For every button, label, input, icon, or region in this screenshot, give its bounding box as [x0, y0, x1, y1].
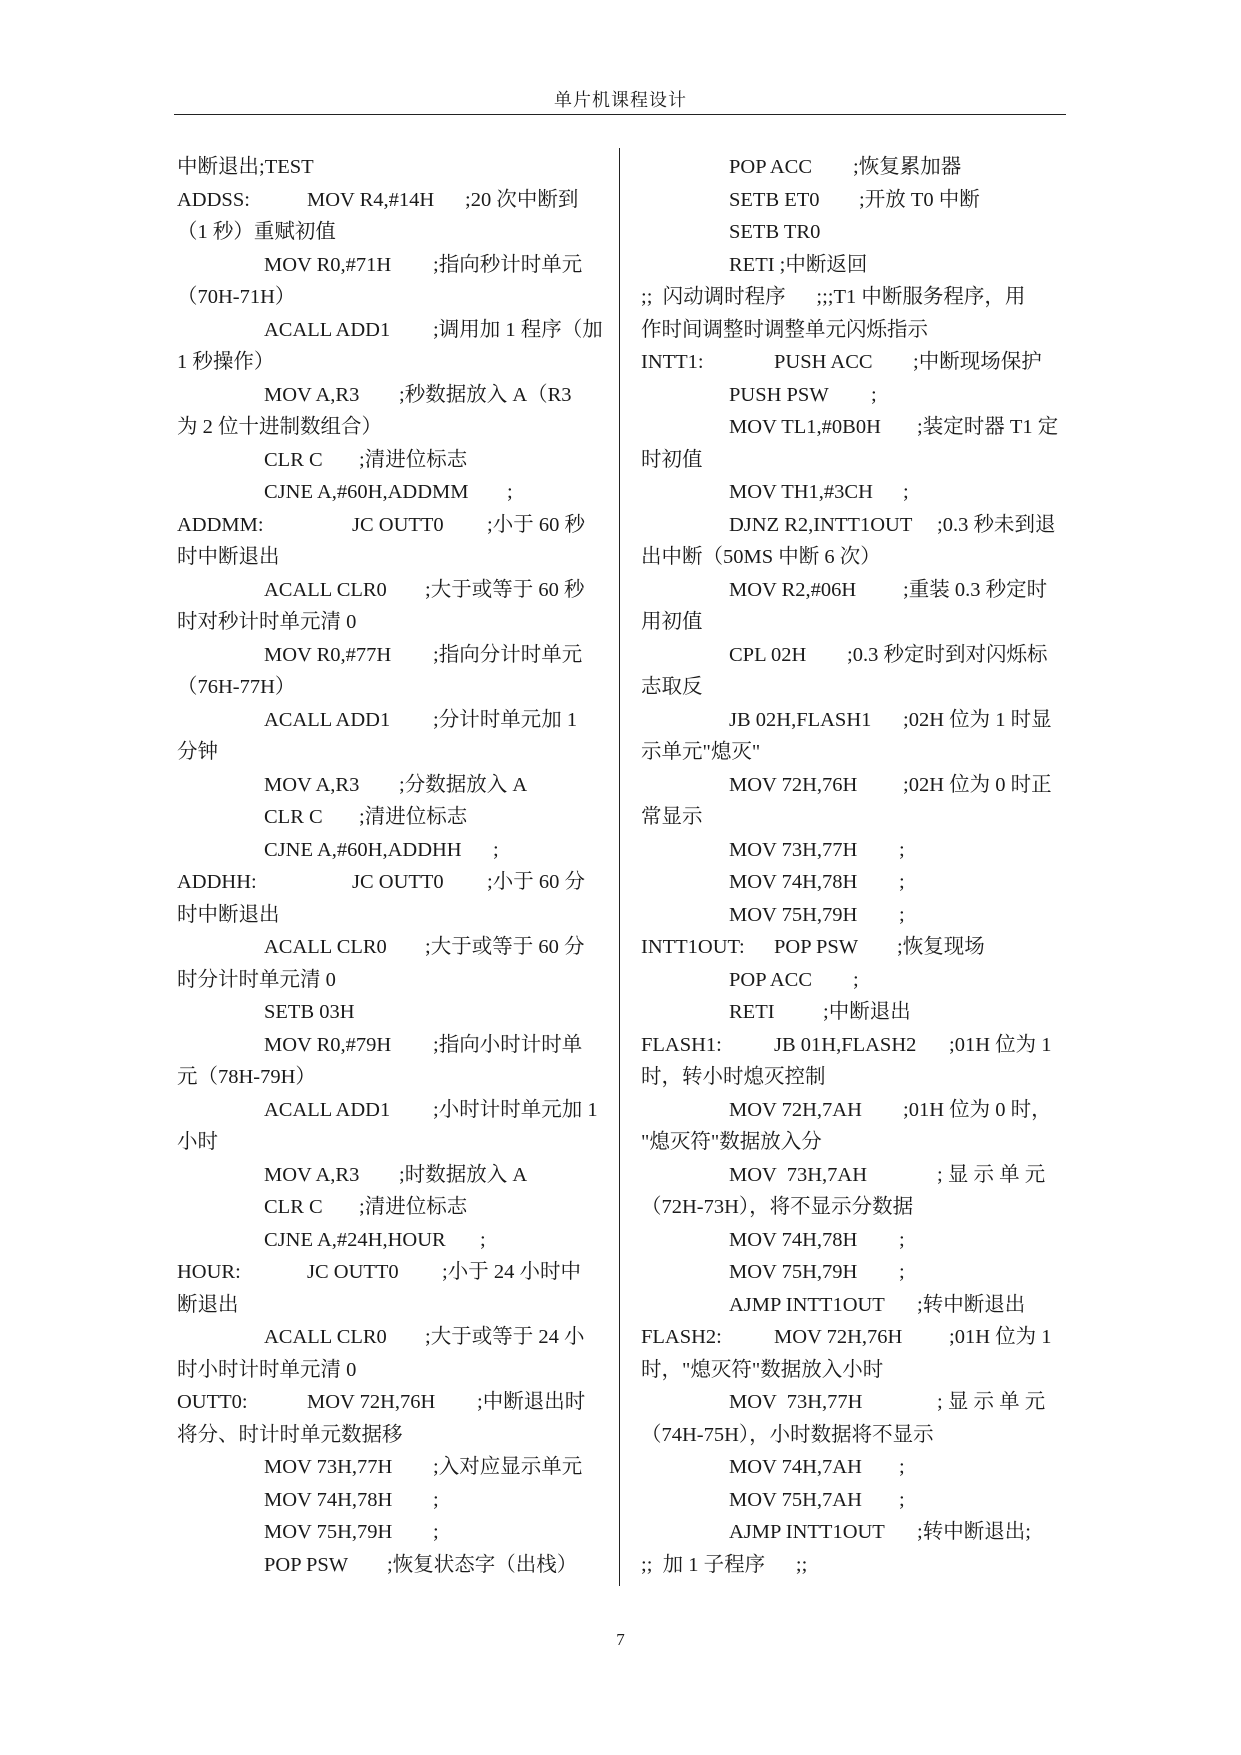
code-line: RETI ;中断返回	[729, 253, 868, 276]
code-line: MOV 73H,77H ; 显 示 单 元	[729, 1391, 1046, 1413]
code-line: 为 2 位十进制数组合）	[177, 416, 382, 438]
code-line: （76H-77H）	[177, 676, 296, 698]
code-line: JB 02H,FLASH1 ;02H 位为 1 时显	[729, 708, 1052, 731]
code-line: 用初值	[641, 611, 703, 633]
code-line: 常显示	[641, 806, 703, 828]
code-line: SETB TR0	[729, 221, 821, 243]
column-divider	[619, 148, 620, 1586]
code-line: MOV A,R3 ;时数据放入 A	[264, 1163, 528, 1186]
code-line: HOUR: JC OUTT0 ;小于 24 小时中	[177, 1261, 581, 1283]
code-line: 1 秒操作）	[177, 351, 275, 373]
code-line: INTT1OUT: POP PSW ;恢复现场	[641, 936, 985, 958]
code-line: MOV R0,#79H ;指向小时计时单	[264, 1033, 583, 1056]
code-line: AJMP INTT1OUT ;转中断退出	[729, 1293, 1026, 1316]
code-line: MOV 75H,79H ;	[729, 1261, 905, 1283]
code-line: MOV 75H,79H ;	[729, 903, 905, 926]
code-line: ACALL CLR0 ;大于或等于 60 秒	[264, 578, 585, 601]
page-number: 7	[616, 1630, 625, 1649]
code-line: （70H-71H）	[177, 286, 296, 308]
code-line: MOV 75H,79H ;	[264, 1521, 439, 1543]
code-line: MOV 72H,7AH ;01H 位为 0 时，	[729, 1098, 1052, 1121]
code-line: ACALL ADD1 ;分计时单元加 1	[264, 708, 578, 731]
code-line: MOV 73H,7AH ; 显 示 单 元	[729, 1163, 1046, 1186]
code-line: RETI ;中断退出	[729, 1001, 911, 1023]
code-line: "熄灭符"数据放入分	[641, 1131, 822, 1153]
code-line: MOV 73H,77H ;入对应显示单元	[264, 1456, 583, 1478]
left-code-column	[177, 151, 607, 1581]
code-line: MOV 74H,78H ;	[729, 1228, 905, 1251]
code-line: MOV 74H,78H ;	[729, 871, 905, 893]
code-line: 元（78H-79H）	[177, 1066, 316, 1088]
code-line: DJNZ R2,INTT1OUT ;0.3 秒未到退	[729, 513, 1056, 536]
code-line: ADDHH: JC OUTT0 ;小于 60 分	[177, 871, 585, 893]
code-line: FLASH2: MOV 72H,76H ;01H 位为 1	[641, 1326, 1052, 1348]
code-line: MOV R2,#06H ;重装 0.3 秒定时	[729, 578, 1048, 601]
code-line: ACALL CLR0 ;大于或等于 60 分	[264, 936, 585, 958]
right-code-column	[641, 151, 1071, 1581]
code-line: 分钟	[177, 741, 218, 763]
code-line: 时分计时单元清 0	[177, 968, 336, 991]
code-line: 示单元"熄灭"	[641, 741, 761, 763]
code-line: ;; 闪动调时程序 ;;;T1 中断服务程序，用	[641, 286, 1026, 308]
code-line: 断退出	[177, 1293, 239, 1316]
code-line: ;; 加 1 子程序 ;;	[641, 1553, 808, 1576]
page-header-title: 单片机课程设计	[554, 90, 687, 110]
code-line: FLASH1: JB 01H,FLASH2 ;01H 位为 1	[641, 1033, 1052, 1056]
code-line: MOV TL1,#0B0H ;装定时器 T1 定	[729, 416, 1059, 438]
code-line: OUTT0: MOV 72H,76H ;中断退出时	[177, 1391, 586, 1413]
code-line: MOV TH1,#3CH ;	[729, 481, 909, 503]
code-line: POP PSW ;恢复状态字（出栈）	[264, 1553, 578, 1576]
code-line: MOV 73H,77H ;	[729, 838, 905, 861]
code-line: MOV A,R3 ;分数据放入 A	[264, 773, 528, 796]
code-line: PUSH PSW ;	[729, 383, 877, 406]
code-line: 时，转小时熄灭控制	[641, 1066, 826, 1088]
code-line: （1 秒）重赋初值	[177, 221, 336, 243]
code-line: 时中断退出	[177, 903, 280, 926]
code-line: MOV 75H,7AH ;	[729, 1488, 905, 1511]
code-line: POP ACC ;	[729, 968, 859, 991]
code-line: 中断退出;TEST	[177, 156, 314, 178]
code-line: 时中断退出	[177, 546, 280, 568]
code-line: AJMP INTT1OUT ;转中断退出;	[729, 1521, 1031, 1543]
code-line: MOV 74H,78H ;	[264, 1488, 439, 1511]
code-line: ACALL ADD1 ;小时计时单元加 1	[264, 1098, 598, 1121]
code-line: INTT1: PUSH ACC ;中断现场保护	[641, 351, 1042, 373]
code-line: SETB ET0 ;开放 T0 中断	[729, 188, 980, 211]
code-line: MOV R0,#77H ;指向分计时单元	[264, 643, 583, 666]
code-line: MOV 72H,76H ;02H 位为 0 时正	[729, 773, 1052, 796]
code-line: 志取反	[641, 676, 703, 698]
code-line: 作时间调整时调整单元闪烁指示	[641, 318, 928, 341]
code-line: CPL 02H ;0.3 秒定时到对闪烁标	[729, 643, 1048, 666]
code-line: CJNE A,#60H,ADDHH ;	[264, 838, 499, 861]
code-line: （74H-75H），小时数据将不显示	[641, 1423, 934, 1446]
code-line: MOV A,R3 ;秒数据放入 A（R3	[264, 383, 572, 406]
code-line: POP ACC ;恢复累加器	[729, 156, 962, 178]
code-line: CLR C ;清进位标志	[264, 806, 468, 828]
code-line: 时初值	[641, 448, 703, 471]
code-line: ACALL CLR0 ;大于或等于 24 小	[264, 1326, 585, 1348]
code-line: CLR C ;清进位标志	[264, 1196, 468, 1218]
code-line: 时小时计时单元清 0	[177, 1358, 357, 1381]
code-line: CLR C ;清进位标志	[264, 448, 468, 471]
code-line: CJNE A,#60H,ADDMM ;	[264, 481, 513, 503]
code-line: CJNE A,#24H,HOUR ;	[264, 1228, 486, 1251]
code-line: SETB 03H	[264, 1001, 355, 1023]
code-line: 将分、时计时单元数据移	[177, 1423, 403, 1446]
code-line: （72H-73H），将不显示分数据	[641, 1196, 914, 1218]
code-line: ACALL ADD1 ;调用加 1 程序（加	[264, 318, 603, 341]
code-line: 时对秒计时单元清 0	[177, 611, 357, 633]
code-line: 时，"熄灭符"数据放入小时	[641, 1358, 884, 1381]
code-line: 小时	[177, 1131, 218, 1153]
code-line: ADDSS: MOV R4,#14H ;20 次中断到	[177, 188, 579, 211]
header-rule	[174, 114, 1066, 115]
code-line: ADDMM: JC OUTT0 ;小于 60 秒	[177, 513, 585, 536]
code-line: MOV 74H,7AH ;	[729, 1456, 905, 1478]
code-line: 出中断（50MS 中断 6 次）	[641, 546, 881, 568]
code-line: MOV R0,#71H ;指向秒计时单元	[264, 253, 583, 276]
